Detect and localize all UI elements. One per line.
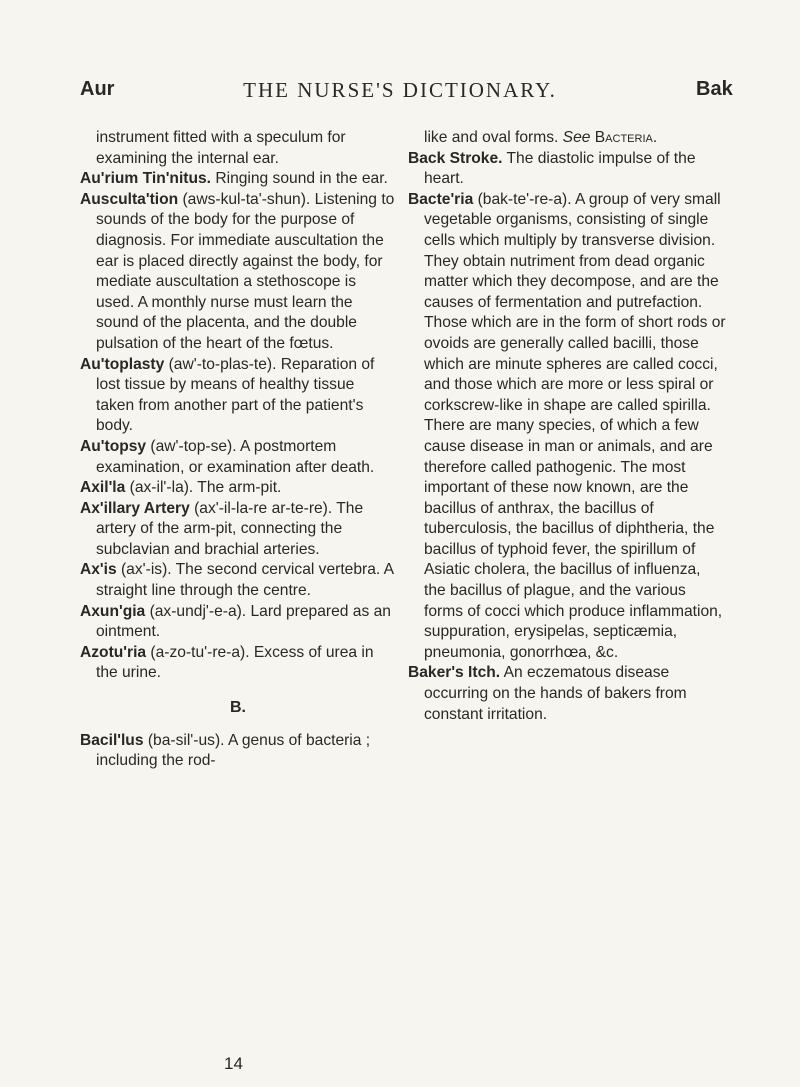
dictionary-entry [80,478,396,499]
dictionary-entry [80,602,396,643]
running-title: THE NURSE'S DICTIONARY. [243,78,557,102]
continuation-body: like and oval forms. [424,129,563,146]
dictionary-entry [80,560,396,601]
dictionary-entry [80,190,396,355]
entry-headword: Au'topsy [80,437,147,455]
continuation-text [408,128,726,149]
entry-definition: (aws-kul-ta'-shun). Listening to sounds of the body for the purpose of diagnosis. For immediate auscultation the ear is placed directly against the body, for mediate auscultation a stethoscope is used. A monthly nurse must learn the sound of the placenta, and the double pulsation of the heart of the fœtus. [96,190,395,352]
entry-headword: Bacte'ria [408,190,474,208]
entry-definition: (ax'-is). The second cervical vertebra. A straight line through the centre. [96,561,394,600]
guide-word-right: Bak [696,78,733,100]
guide-word-left: Aur [80,78,115,100]
entry-definition: (aw'-to-plas-te). Reparation of lost tissue by means of healthy tissue taken from another part of the patient's body. [96,355,375,435]
dictionary-entry [80,169,396,190]
dictionary-entry [408,190,726,664]
entry-definition: Ringing sound in the ear. [211,170,388,188]
entry-definition: (bak-te'-re-a). A group of very small vegetable organisms, consisting of single cells which multiply by transverse division. They obtain nutriment from dead organic matter which they decompose, and are the causes of fermentation and putrefaction. Those which are in the form of short rods or ovoids are generally called bacilli, those which are minute spheres are called cocci, and those which are more or less spiral or corkscrew-like in shape are called spirilla. There are many species, of which a few cause disease in man or animals, and are therefore called pathogenic. The most important of these now known, are the bacillus of anthrax, the bacillus of tuberculosis, the bacillus of diphtheria, the bacillus of typhoid fever, the spirillum of Asiatic cholera, the bacillus of influenza, the bacillus of plague, and the various forms of cocci which produce inflammation, suppuration, erysipelas, septicæmia, pneumonia, gonorrhœa, &c. [424,190,726,661]
entry-definition: (ba-sil'-us). A genus of bacteria ; including the rod- [96,731,371,770]
entry-headword: Azotu'ria [80,643,147,661]
dictionary-entry [80,499,396,561]
entry-headword: Ax'illary Artery [80,499,190,517]
entry-headword: Au'toplasty [80,355,165,373]
dictionary-entry [80,437,396,478]
right-column [408,128,726,725]
section-letter: B. [230,699,246,717]
entry-headword: Au'rium Tin'nitus. [80,170,212,188]
entry-headword: Axil'la [80,479,126,497]
cross-reference-target: Bacteria. [594,129,658,146]
entry-headword: Bacil'lus [80,731,144,749]
page-number: 14 [224,1054,243,1073]
entry-headword: Axun'gia [80,602,146,620]
dictionary-entry [80,643,396,684]
entry-headword: Baker's Itch. [408,664,501,682]
dictionary-entry [80,355,396,437]
entry-definition: (a-zo-tu'-re-a). Excess of urea in the urine. [96,643,374,682]
left-column [80,128,396,772]
entry-headword: Ax'is [80,561,117,579]
continuation-text: instrument fitted with a speculum for examining the internal ear. [96,129,346,167]
running-head [0,78,800,112]
dictionary-entry [408,149,726,190]
entry-definition: (aw'-top-se). A postmortem examination, or examination after death. [96,437,375,476]
entry-headword: Back Stroke. [408,149,503,167]
entry-definition: An eczematous disease occurring on the hands of bakers from constant irritation. [424,664,687,723]
cross-reference-see: See [562,129,591,146]
entry-definition: (ax'-il-la-re ar-te-re). The artery of the arm-pit, connecting the subclavian and brachial arteries. [96,499,364,558]
dictionary-entry [80,731,396,772]
dictionary-entry [408,663,726,725]
entry-definition: (ax-il'-la). The arm-pit. [125,479,282,497]
entry-definition: The diastolic impulse of the heart. [424,149,696,188]
entry-headword: Ausculta'tion [80,190,179,208]
entry-definition: (ax-undj'-e-a). Lard prepared as an ointment. [96,602,391,641]
